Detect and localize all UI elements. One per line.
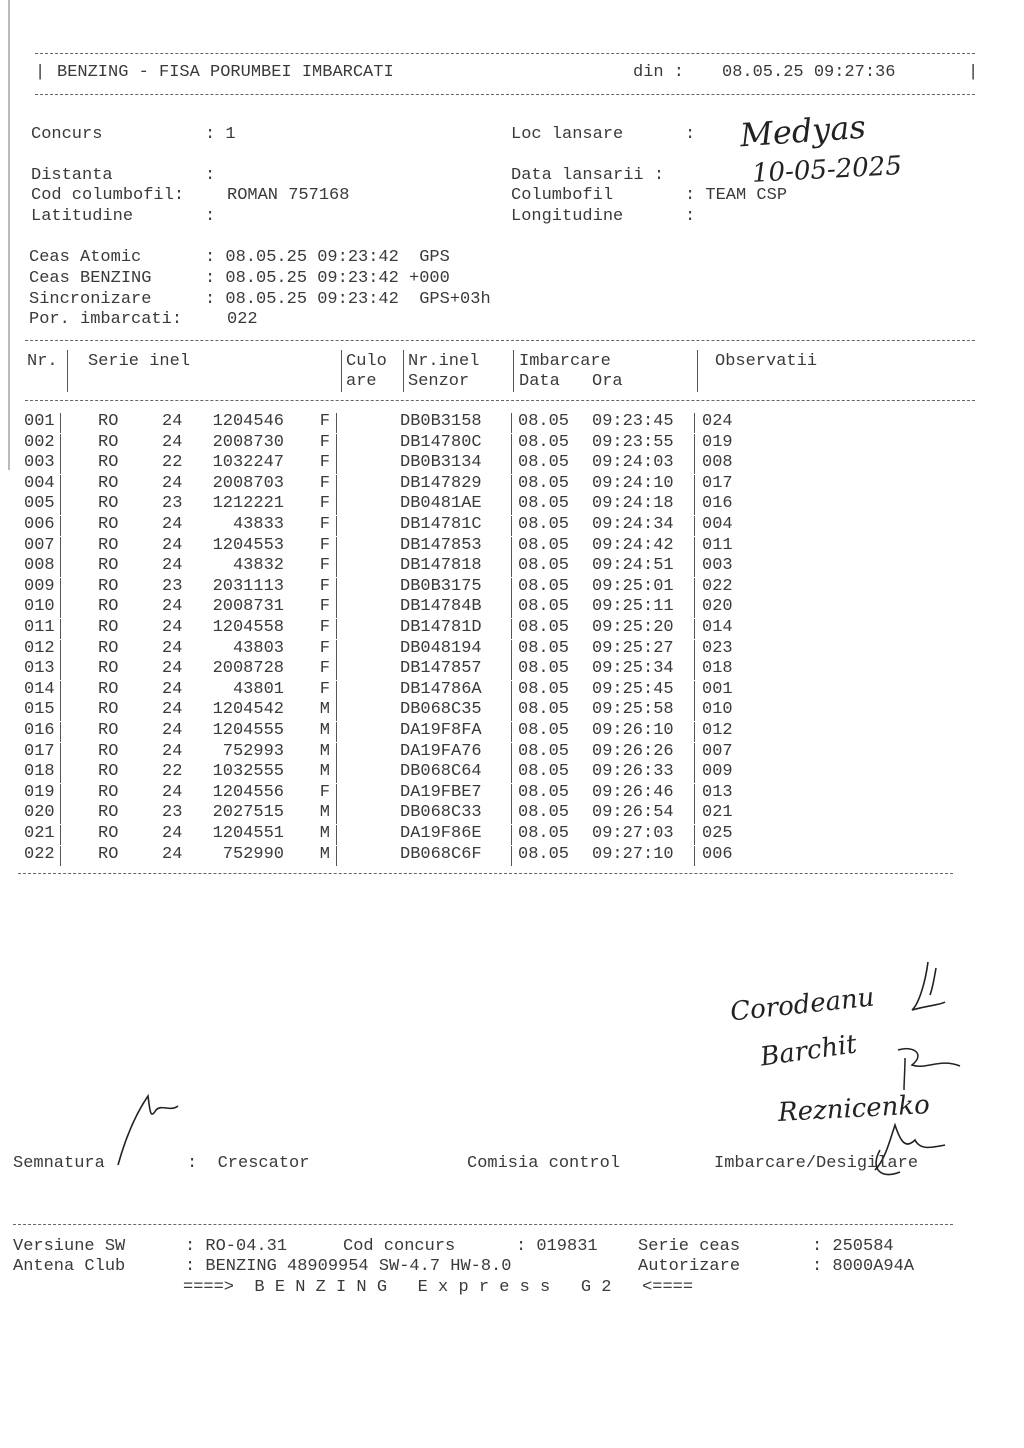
row-observatii: 006 bbox=[702, 844, 733, 864]
serie-ceas-value: : 250584 bbox=[812, 1237, 894, 1256]
row-country: RO bbox=[98, 535, 119, 555]
row-country: RO bbox=[98, 679, 119, 699]
row-time: 09:23:55 bbox=[592, 432, 674, 452]
row-country: RO bbox=[98, 515, 119, 534]
row-date: 08.05 bbox=[518, 659, 570, 679]
row-sensor: DA19F8FA bbox=[400, 721, 482, 740]
row-sex: M bbox=[319, 844, 330, 864]
row-year: 24 bbox=[162, 721, 183, 740]
row-year: 24 bbox=[162, 741, 183, 761]
ceas-atomic-label: Ceas Atomic bbox=[29, 248, 142, 267]
row-nr: 019 bbox=[24, 782, 55, 802]
row-nr: 013 bbox=[24, 659, 55, 679]
row-country: RO bbox=[98, 432, 119, 452]
row-observatii: 024 bbox=[702, 412, 733, 431]
row-time: 09:24:10 bbox=[592, 473, 674, 493]
committee-signature bbox=[912, 962, 945, 1010]
row-time: 09:27:03 bbox=[592, 824, 674, 843]
semnatura-label: Semnatura bbox=[13, 1154, 105, 1173]
row-country: RO bbox=[98, 762, 119, 782]
row-year: 24 bbox=[162, 432, 183, 452]
row-sensor: DB147857 bbox=[400, 659, 482, 679]
row-time: 09:23:45 bbox=[592, 412, 674, 431]
row-ring: 43801 bbox=[232, 679, 284, 699]
loc-lansare-colon: : bbox=[685, 125, 696, 144]
row-time: 09:24:42 bbox=[592, 535, 674, 555]
row-ring: 2008728 bbox=[212, 659, 284, 679]
longitudine-colon: : bbox=[685, 207, 696, 226]
row-country: RO bbox=[98, 556, 119, 576]
row-sensor: DB147853 bbox=[400, 535, 482, 555]
row-nr: 006 bbox=[24, 515, 55, 534]
brand-line: ====> B E N Z I N G E x p r e s s G 2 <==== bbox=[183, 1278, 694, 1297]
row-date: 08.05 bbox=[518, 679, 570, 699]
imbarcare-desigilare-label: Imbarcare/Desigilare bbox=[714, 1154, 919, 1173]
row-ring: 43803 bbox=[232, 638, 284, 658]
latitudine-colon: : bbox=[205, 207, 216, 226]
row-observatii: 010 bbox=[702, 700, 733, 720]
row-time: 09:25:27 bbox=[592, 638, 674, 658]
row-date: 08.05 bbox=[518, 576, 570, 596]
col-header-senzor: Senzor bbox=[408, 372, 470, 391]
row-sex: F bbox=[319, 412, 330, 431]
row-year: 24 bbox=[162, 700, 183, 720]
row-country: RO bbox=[98, 638, 119, 658]
distanta-colon: : bbox=[205, 166, 216, 185]
row-nr: 020 bbox=[24, 803, 55, 823]
row-ring: 1204553 bbox=[212, 535, 284, 555]
row-time: 09:25:34 bbox=[592, 659, 674, 679]
row-ring: 2027515 bbox=[212, 803, 284, 823]
row-date: 08.05 bbox=[518, 638, 570, 658]
loc-lansare-label: Loc lansare bbox=[511, 125, 624, 144]
row-time: 09:26:46 bbox=[592, 782, 674, 802]
row-ring: 43833 bbox=[232, 515, 284, 534]
row-observatii: 017 bbox=[702, 473, 733, 493]
row-country: RO bbox=[98, 844, 119, 864]
cod-concurs-label: Cod concurs bbox=[343, 1237, 456, 1256]
row-date: 08.05 bbox=[518, 618, 570, 637]
row-sensor: DB048194 bbox=[400, 638, 482, 658]
cod-columbofil-label: Cod columbofil: bbox=[31, 186, 185, 205]
col-header-culo: Culo bbox=[346, 352, 387, 371]
distanta-label: Distanta bbox=[31, 166, 113, 185]
row-year: 24 bbox=[162, 824, 183, 843]
row-observatii: 018 bbox=[702, 659, 733, 679]
row-sex: M bbox=[319, 762, 330, 782]
row-nr: 016 bbox=[24, 721, 55, 740]
row-sensor: DB0B3175 bbox=[400, 576, 482, 596]
row-year: 24 bbox=[162, 679, 183, 699]
row-ring: 1212221 bbox=[212, 494, 284, 514]
row-year: 24 bbox=[162, 844, 183, 864]
row-sensor: DB068C64 bbox=[400, 762, 482, 782]
row-observatii: 007 bbox=[702, 741, 733, 761]
row-observatii: 009 bbox=[702, 762, 733, 782]
row-observatii: 003 bbox=[702, 556, 733, 576]
row-ring: 43832 bbox=[232, 556, 284, 576]
row-ring: 752993 bbox=[222, 741, 284, 761]
row-sensor: DA19FBE7 bbox=[400, 782, 482, 802]
row-year: 24 bbox=[162, 618, 183, 637]
row-date: 08.05 bbox=[518, 453, 570, 473]
row-date: 08.05 bbox=[518, 844, 570, 864]
row-time: 09:24:18 bbox=[592, 494, 674, 514]
row-observatii: 001 bbox=[702, 679, 733, 699]
row-sensor: DB14786A bbox=[400, 679, 482, 699]
sincronizare-value: : 08.05.25 09:23:42 GPS+03h bbox=[205, 290, 491, 309]
row-country: RO bbox=[98, 803, 119, 823]
row-sensor: DB147829 bbox=[400, 473, 482, 493]
row-ring: 1204551 bbox=[212, 824, 284, 843]
col-header-observatii: Observatii bbox=[715, 352, 818, 371]
ceas-benzing-value: : 08.05.25 09:23:42 +000 bbox=[205, 269, 450, 288]
row-observatii: 012 bbox=[702, 721, 733, 740]
crescator-label: : Crescator bbox=[187, 1154, 310, 1173]
por-imbarcati-label: Por. imbarcati: bbox=[29, 310, 183, 329]
row-date: 08.05 bbox=[518, 782, 570, 802]
row-ring: 1204556 bbox=[212, 782, 284, 802]
row-country: RO bbox=[98, 741, 119, 761]
handwritten-name-1: Corodeanu bbox=[728, 982, 876, 1028]
row-time: 09:24:03 bbox=[592, 453, 674, 473]
row-observatii: 013 bbox=[702, 782, 733, 802]
row-ring: 1032555 bbox=[212, 762, 284, 782]
committee-signature bbox=[898, 1049, 960, 1090]
row-sex: F bbox=[319, 679, 330, 699]
row-sensor: DB068C6F bbox=[400, 844, 482, 864]
serie-ceas-label: Serie ceas bbox=[638, 1237, 741, 1256]
row-sex: F bbox=[319, 535, 330, 555]
col-header-are: are bbox=[346, 372, 377, 391]
row-year: 24 bbox=[162, 535, 183, 555]
row-observatii: 016 bbox=[702, 494, 733, 514]
row-nr: 007 bbox=[24, 535, 55, 555]
row-nr: 008 bbox=[24, 556, 55, 576]
row-sex: F bbox=[319, 597, 330, 617]
row-country: RO bbox=[98, 618, 119, 637]
row-time: 09:24:51 bbox=[592, 556, 674, 576]
row-year: 24 bbox=[162, 412, 183, 431]
row-time: 09:26:10 bbox=[592, 721, 674, 740]
row-ring: 1204558 bbox=[212, 618, 284, 637]
row-nr: 003 bbox=[24, 453, 55, 473]
longitudine-label: Longitudine bbox=[511, 207, 624, 226]
row-sensor: DB14784B bbox=[400, 597, 482, 617]
row-time: 09:25:20 bbox=[592, 618, 674, 637]
row-observatii: 008 bbox=[702, 453, 733, 473]
row-sex: F bbox=[319, 453, 330, 473]
row-sex: M bbox=[319, 741, 330, 761]
versiune-sw-value: : RO-04.31 bbox=[185, 1237, 288, 1256]
row-date: 08.05 bbox=[518, 741, 570, 761]
document-title: BENZING - FISA PORUMBEI IMBARCATI bbox=[57, 63, 394, 82]
row-ring: 2008731 bbox=[212, 597, 284, 617]
row-date: 08.05 bbox=[518, 762, 570, 782]
row-sex: F bbox=[319, 556, 330, 576]
row-year: 22 bbox=[162, 762, 183, 782]
row-observatii: 019 bbox=[702, 432, 733, 452]
row-nr: 012 bbox=[24, 638, 55, 658]
row-year: 24 bbox=[162, 597, 183, 617]
row-observatii: 021 bbox=[702, 803, 733, 823]
row-date: 08.05 bbox=[518, 556, 570, 576]
autorizare-label: Autorizare bbox=[638, 1257, 741, 1276]
row-date: 08.05 bbox=[518, 721, 570, 740]
row-sensor: DA19F86E bbox=[400, 824, 482, 843]
row-year: 24 bbox=[162, 659, 183, 679]
ceas-benzing-label: Ceas BENZING bbox=[29, 269, 152, 288]
row-observatii: 025 bbox=[702, 824, 733, 843]
loc-lansare-handwritten: Medyas bbox=[738, 107, 867, 155]
comisia-control-label: Comisia control bbox=[467, 1154, 621, 1173]
row-nr: 022 bbox=[24, 844, 55, 864]
row-observatii: 020 bbox=[702, 597, 733, 617]
row-nr: 015 bbox=[24, 700, 55, 720]
din-label: din : bbox=[633, 63, 685, 82]
row-nr: 017 bbox=[24, 741, 55, 761]
row-date: 08.05 bbox=[518, 824, 570, 843]
row-sensor: DB0B3134 bbox=[400, 453, 482, 473]
row-ring: 1204546 bbox=[212, 412, 284, 431]
row-sex: F bbox=[319, 515, 330, 534]
row-nr: 018 bbox=[24, 762, 55, 782]
row-time: 09:26:54 bbox=[592, 803, 674, 823]
row-country: RO bbox=[98, 412, 119, 431]
row-sensor: DB14781C bbox=[400, 515, 482, 534]
por-imbarcati-value: 022 bbox=[227, 310, 258, 329]
row-country: RO bbox=[98, 659, 119, 679]
row-year: 24 bbox=[162, 556, 183, 576]
row-country: RO bbox=[98, 597, 119, 617]
row-time: 09:25:58 bbox=[592, 700, 674, 720]
row-sex: F bbox=[319, 659, 330, 679]
row-country: RO bbox=[98, 700, 119, 720]
columbofil-label: Columbofil bbox=[511, 186, 614, 205]
row-time: 09:26:33 bbox=[592, 762, 674, 782]
row-observatii: 011 bbox=[702, 535, 733, 555]
concurs-label: Concurs bbox=[31, 125, 103, 144]
row-nr: 002 bbox=[24, 432, 55, 452]
col-header-nrinel: Nr.inel bbox=[408, 352, 480, 371]
concurs-value: : 1 bbox=[205, 125, 236, 144]
row-country: RO bbox=[98, 782, 119, 802]
row-observatii: 022 bbox=[702, 576, 733, 596]
row-nr: 011 bbox=[24, 618, 55, 637]
row-year: 22 bbox=[162, 453, 183, 473]
data-lansarii-label: Data lansarii : bbox=[511, 166, 665, 185]
row-sex: M bbox=[319, 700, 330, 720]
din-value: 08.05.25 09:27:36 bbox=[722, 63, 896, 82]
row-time: 09:26:26 bbox=[592, 741, 674, 761]
row-country: RO bbox=[98, 721, 119, 740]
header-bar-right: | bbox=[968, 63, 979, 82]
row-date: 08.05 bbox=[518, 515, 570, 534]
row-ring: 2031113 bbox=[212, 576, 284, 596]
row-sex: M bbox=[319, 824, 330, 843]
row-ring: 2008730 bbox=[212, 432, 284, 452]
crescator-signature bbox=[118, 1096, 178, 1165]
antena-club-value: : BENZING 48909954 SW-4.7 HW-8.0 bbox=[185, 1257, 512, 1276]
row-country: RO bbox=[98, 473, 119, 493]
row-time: 09:25:01 bbox=[592, 576, 674, 596]
cod-columbofil-value: ROMAN 757168 bbox=[227, 186, 350, 205]
row-time: 09:24:34 bbox=[592, 515, 674, 534]
row-sensor: DB068C35 bbox=[400, 700, 482, 720]
row-date: 08.05 bbox=[518, 700, 570, 720]
row-country: RO bbox=[98, 576, 119, 596]
row-year: 24 bbox=[162, 473, 183, 493]
row-date: 08.05 bbox=[518, 412, 570, 431]
row-sensor: DB0481AE bbox=[400, 494, 482, 514]
columbofil-value: : TEAM CSP bbox=[685, 186, 788, 205]
row-nr: 001 bbox=[24, 412, 55, 431]
row-nr: 014 bbox=[24, 679, 55, 699]
row-nr: 004 bbox=[24, 473, 55, 493]
row-sex: F bbox=[319, 432, 330, 452]
divider bbox=[13, 1224, 953, 1225]
row-nr: 005 bbox=[24, 494, 55, 514]
row-time: 09:25:45 bbox=[592, 679, 674, 699]
handwritten-name-3: Reznicenko bbox=[777, 1090, 931, 1128]
row-year: 23 bbox=[162, 576, 183, 596]
row-sex: F bbox=[319, 638, 330, 658]
row-date: 08.05 bbox=[518, 535, 570, 555]
row-country: RO bbox=[98, 824, 119, 843]
row-ring: 1204555 bbox=[212, 721, 284, 740]
col-header-data: Data bbox=[519, 372, 560, 391]
row-year: 24 bbox=[162, 638, 183, 658]
row-sensor: DB0B3158 bbox=[400, 412, 482, 431]
row-sex: F bbox=[319, 618, 330, 637]
col-header-serie: Serie inel bbox=[88, 352, 191, 371]
row-time: 09:27:10 bbox=[592, 844, 674, 864]
row-ring: 1204542 bbox=[212, 700, 284, 720]
row-sensor: DB14781D bbox=[400, 618, 482, 637]
col-header-nr: Nr. bbox=[27, 352, 58, 371]
row-ring: 1032247 bbox=[212, 453, 284, 473]
col-header-imbarcare: Imbarcare bbox=[519, 352, 611, 371]
row-sensor: DB147818 bbox=[400, 556, 482, 576]
latitudine-label: Latitudine bbox=[31, 207, 134, 226]
row-observatii: 004 bbox=[702, 515, 733, 534]
row-year: 23 bbox=[162, 803, 183, 823]
row-observatii: 014 bbox=[702, 618, 733, 637]
row-nr: 021 bbox=[24, 824, 55, 843]
row-ring: 752990 bbox=[222, 844, 284, 864]
row-year: 23 bbox=[162, 494, 183, 514]
header-bar: | bbox=[35, 63, 46, 82]
row-ring: 2008703 bbox=[212, 473, 284, 493]
handwritten-name-2: Barchit bbox=[758, 1029, 859, 1073]
row-nr: 010 bbox=[24, 597, 55, 617]
row-sex: M bbox=[319, 803, 330, 823]
row-year: 24 bbox=[162, 782, 183, 802]
row-date: 08.05 bbox=[518, 473, 570, 493]
row-sex: F bbox=[319, 473, 330, 493]
row-sex: M bbox=[319, 721, 330, 740]
row-sensor: DA19FA76 bbox=[400, 741, 482, 761]
row-sensor: DB068C33 bbox=[400, 803, 482, 823]
cod-concurs-value: : 019831 bbox=[516, 1237, 598, 1256]
autorizare-value: : 8000A94A bbox=[812, 1257, 915, 1276]
row-time: 09:25:11 bbox=[592, 597, 674, 617]
row-sex: F bbox=[319, 576, 330, 596]
ceas-atomic-value: : 08.05.25 09:23:42 GPS bbox=[205, 248, 450, 267]
row-date: 08.05 bbox=[518, 597, 570, 617]
col-header-ora: Ora bbox=[592, 372, 623, 391]
row-nr: 009 bbox=[24, 576, 55, 596]
row-date: 08.05 bbox=[518, 494, 570, 514]
row-country: RO bbox=[98, 453, 119, 473]
row-year: 24 bbox=[162, 515, 183, 534]
data-lansarii-handwritten: 10-05-2025 bbox=[751, 151, 903, 189]
versiune-sw-label: Versiune SW bbox=[13, 1237, 126, 1256]
antena-club-label: Antena Club bbox=[13, 1257, 126, 1276]
row-sex: F bbox=[319, 494, 330, 514]
row-date: 08.05 bbox=[518, 803, 570, 823]
row-sex: F bbox=[319, 782, 330, 802]
row-observatii: 023 bbox=[702, 638, 733, 658]
row-date: 08.05 bbox=[518, 432, 570, 452]
row-sensor: DB14780C bbox=[400, 432, 482, 452]
row-country: RO bbox=[98, 494, 119, 514]
sincronizare-label: Sincronizare bbox=[29, 290, 152, 309]
